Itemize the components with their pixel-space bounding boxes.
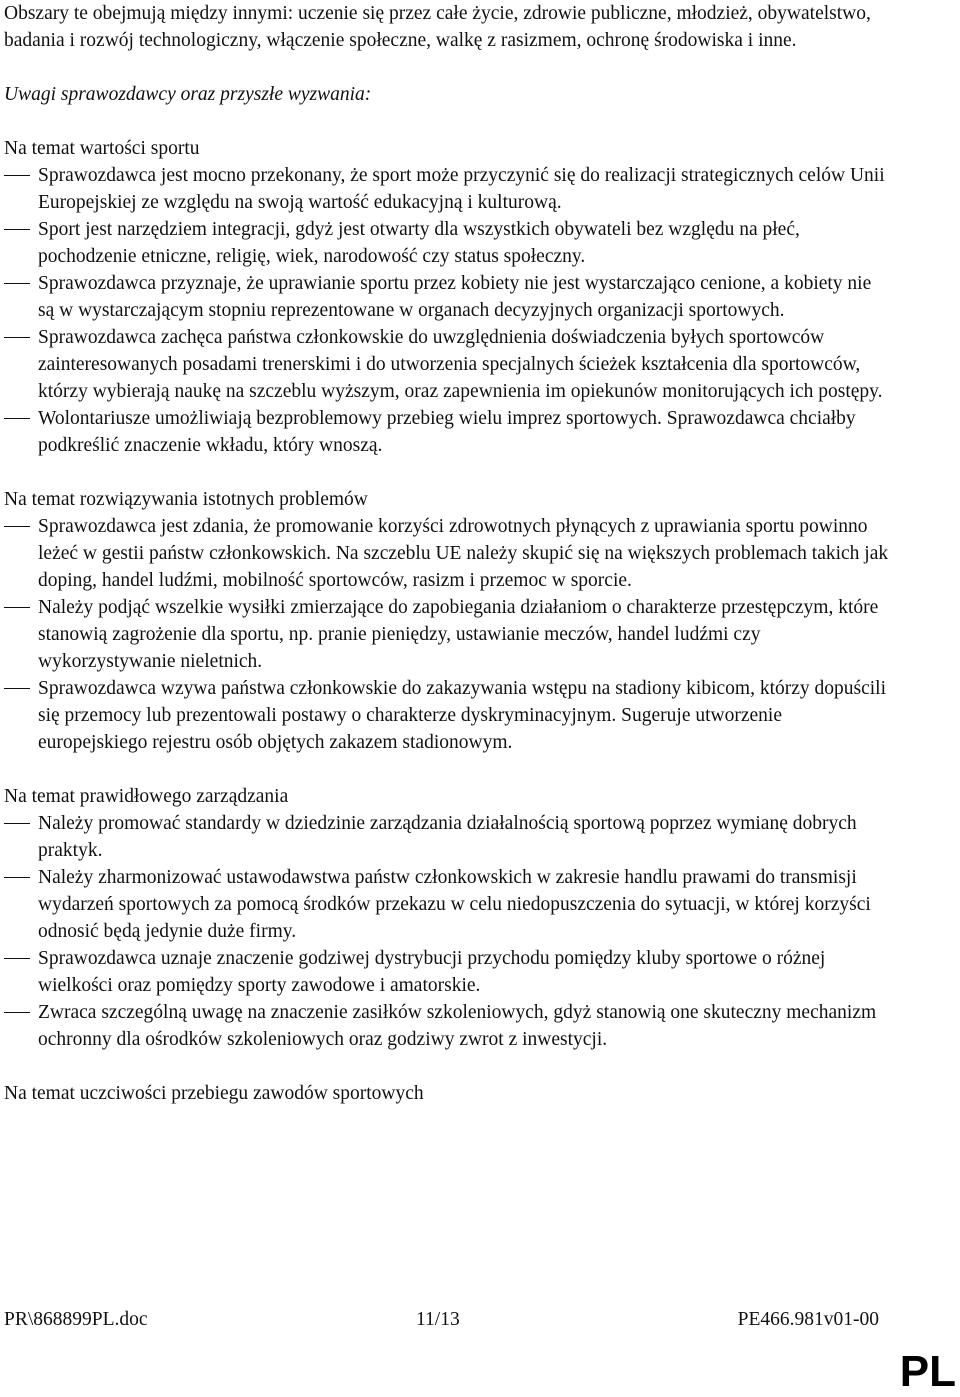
section-sport-value [4, 135, 889, 459]
section-heading-fair-play: Na temat uczciwości przebiegu zawodów sportowych [4, 1083, 424, 1104]
bullet-item: Sprawozdawca jest mocno przekonany, że sport może przyczynić się do realizacji strategicznych celów Unii Europejskiej ze względu na swoją wartość edukacyjną i kulturową. [4, 162, 889, 216]
section-important-problems [4, 486, 889, 756]
bullet-item: Sprawozdawca zachęca państwa członkowskie do uwzględnienia doświadczenia byłych sportowców zainteresowanych posadami trenerskimi i do utworzenia specjalnych ścieżek kształcenia dla sportowców, którzy wybierają naukę na szczeblu wyższym, oraz zapewnienia im opiekunów monitorujących ich postępy. [4, 324, 889, 405]
bullet-item: Wolontariusze umożliwiają bezproblemowy przebieg wielu imprez sportowych. Sprawozdawca chciałby podkreślić znaczenie wkładu, który wnoszą. [4, 405, 889, 459]
bullet-item: Zwraca szczególną uwagę na znaczenie zasiłków szkoleniowych, gdyż stanowią one skuteczny mechanizm ochronny dla ośrodków szkoleniowych oraz godziwy zwrot z inwestycji. [4, 999, 889, 1053]
dash-bullet-icon [4, 607, 30, 608]
dash-bullet-icon [4, 175, 30, 176]
document-body [4, 0, 889, 1107]
bullet-item: Sprawozdawca przyznaje, że uprawianie sportu przez kobiety nie jest wystarczająco cenione, a kobiety nie są w wystarczającym stopniu reprezentowane w organach decyzyjnych organizacji sportowych. [4, 270, 889, 324]
footer-doc-ref: PR\868899PL.doc [4, 1309, 148, 1330]
bullet-list [4, 810, 889, 1053]
page-footer [4, 1306, 879, 1333]
bullet-item: Sprawozdawca uznaje znaczenie godziwej dystrybucji przychodu pomiędzy kluby sportowe o różnej wielkości oraz pomiędzy sporty zawodowe i amatorskie. [4, 945, 889, 999]
section-good-governance [4, 783, 889, 1053]
bullet-list [4, 513, 889, 756]
dash-bullet-icon [4, 823, 30, 824]
dash-bullet-icon [4, 1012, 30, 1013]
bullet-item: Należy zharmonizować ustawodawstwa państw członkowskich w zakresie handlu prawami do transmisji wydarzeń sportowych za pomocą środków przekazu w celu niedopuszczenia do sytuacji, w której korzyści odnosić będą jedynie duże firmy. [4, 864, 889, 945]
dash-bullet-icon [4, 877, 30, 878]
dash-bullet-icon [4, 958, 30, 959]
bullet-item: Należy podjąć wszelkie wysiłki zmierzające do zapobiegania działaniom o charakterze przestępczym, które stanowią zagrożenie dla sportu, np. pranie pieniędzy, ustawianie meczów, handel ludźmi czy wykorzystywanie nieletnich. [4, 594, 889, 675]
section-heading: Na temat rozwiązywania istotnych problemów [4, 489, 368, 510]
bullet-item: Sprawozdawca jest zdania, że promowanie korzyści zdrowotnych płynących z uprawiania sportu powinno leżeć w gestii państw członkowskich. Na szczeblu UE należy skupić się na większych problemach takich jak doping, handel ludźmi, mobilność sportowców, rasizm i przemoc w sporcie. [4, 513, 889, 594]
language-code: PL [899, 1347, 956, 1396]
bullet-item: Sport jest narzędziem integracji, gdyż jest otwarty dla wszystkich obywateli bez względu na płeć, pochodzenie etniczne, religię, wiek, narodowość czy status społeczny. [4, 216, 889, 270]
bullet-item: Sprawozdawca wzywa państwa członkowskie do zakazywania wstępu na stadiony kibicom, którzy dopuścili się przemocy lub prezentowali postawy o charakterze dyskryminacyjnym. Sugeruje utworzenie europejskiego rejestru osób objętych zakazem stadionowym. [4, 675, 889, 756]
dash-bullet-icon [4, 418, 30, 419]
dash-bullet-icon [4, 229, 30, 230]
rapporteur-remarks-heading: Uwagi sprawozdawcy oraz przyszłe wyzwania: [4, 84, 372, 105]
footer-doc-code: PE466.981v01-00 [737, 1309, 879, 1330]
bullet-list [4, 162, 889, 459]
dash-bullet-icon [4, 526, 30, 527]
section-heading: Na temat prawidłowego zarządzania [4, 786, 289, 807]
intro-paragraph: Obszary te obejmują między innymi: uczenie się przez całe życie, zdrowie publiczne, młodzież, obywatelstwo, badania i rozwój technologiczny, włączenie społeczne, walkę z rasizmem, ochronę środowiska i inne. [4, 3, 871, 51]
dash-bullet-icon [4, 337, 30, 338]
dash-bullet-icon [4, 283, 30, 284]
section-heading: Na temat wartości sportu [4, 138, 200, 159]
bullet-item: Należy promować standardy w dziedzinie zarządzania działalnością sportową poprzez wymianę dobrych praktyk. [4, 810, 889, 864]
dash-bullet-icon [4, 688, 30, 689]
footer-page-number: 11/13 [416, 1309, 460, 1330]
